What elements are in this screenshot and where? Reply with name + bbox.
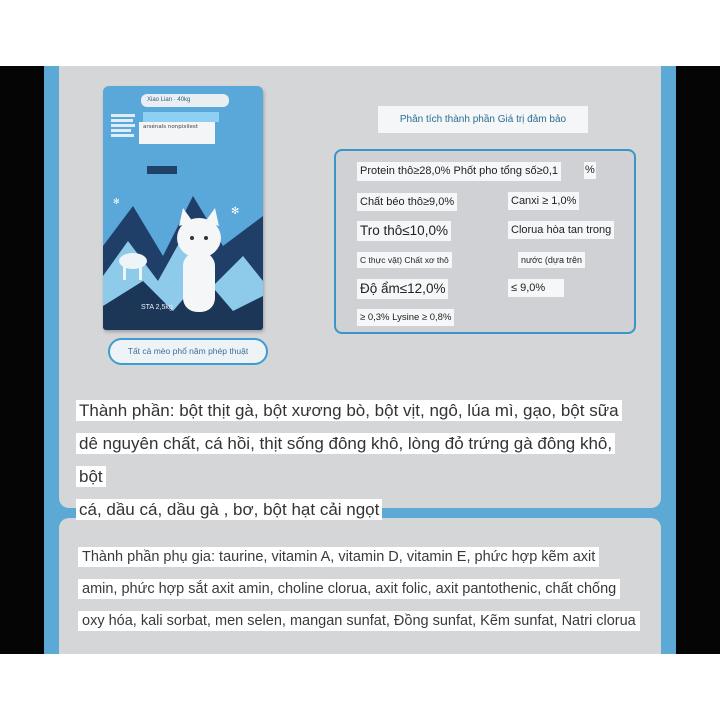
product-caption: Tất cả mèo phổ năm phép thuật [108, 338, 268, 365]
bag-weight-text: STA 2,5kg [141, 304, 173, 311]
ingredients-line: Thành phần: bột thịt gà, bột xương bò, bột vịt, ngô, lúa mì, gạo, bột sữa [76, 400, 622, 421]
calcium-value: Canxi ≥ 1,0% [508, 192, 579, 210]
svg-text:✻: ✻ [113, 197, 120, 206]
chloride-value: Clorua hòa tan trong [508, 221, 614, 239]
salt-value: ≤ 9,0% [508, 279, 564, 297]
additives-line: oxy hóa, kali sorbat, men selen, mangan sunfat, Đồng sunfat, Kẽm sunfat, Natri clorua [78, 611, 640, 631]
additives-line: amin, phức hợp sắt axit amin, choline clorua, axit folic, axit pantothenic, chất chống [78, 579, 620, 599]
fiber-value: C thực vật) Chất xơ thô [357, 252, 452, 268]
percent-sign: % [584, 162, 596, 179]
ingredients-text [76, 394, 642, 526]
water-basis-text: nước (dựa trên [518, 252, 585, 268]
protein-value: Protein thô≥28,0% Phốt pho tổng số≥0,1 [357, 162, 561, 181]
ingredients-line: dê nguyên chất, cá hồi, thịt sống đông khô, lòng đỏ trứng gà đông khô, bột [76, 433, 615, 487]
ash-value: Tro thô≤10,0% [357, 221, 451, 241]
moisture-value: Độ ẩm≤12,0% [357, 279, 448, 299]
bag-navy-tag [147, 166, 177, 174]
additives-text [78, 541, 644, 637]
product-bag-image [103, 86, 263, 330]
additives-line: Thành phần phụ gia: taurine, vitamin A, vitamin D, vitamin E, phức hợp kẽm axit [78, 547, 599, 567]
guaranteed-analysis-box [334, 149, 636, 334]
ingredients-line: cá, dầu cá, dầu gà , bơ, bột hạt cải ngọt [76, 499, 382, 520]
bag-side-text [111, 112, 141, 139]
lysine-value: ≥ 0,3% Lysine ≥ 0,8% [357, 309, 454, 326]
bag-white-card: arsénals nonpixilest [139, 122, 215, 144]
fat-value: Chất béo thô≥9,0% [357, 193, 457, 211]
svg-text:✻: ✻ [231, 206, 240, 217]
bag-mountain-art [103, 186, 263, 330]
bag-label-pill: Xiao Lian · 40kg [141, 94, 229, 107]
analysis-title: Phân tích thành phần Giá trị đảm bảo [378, 106, 588, 133]
bag-tag [143, 112, 219, 122]
